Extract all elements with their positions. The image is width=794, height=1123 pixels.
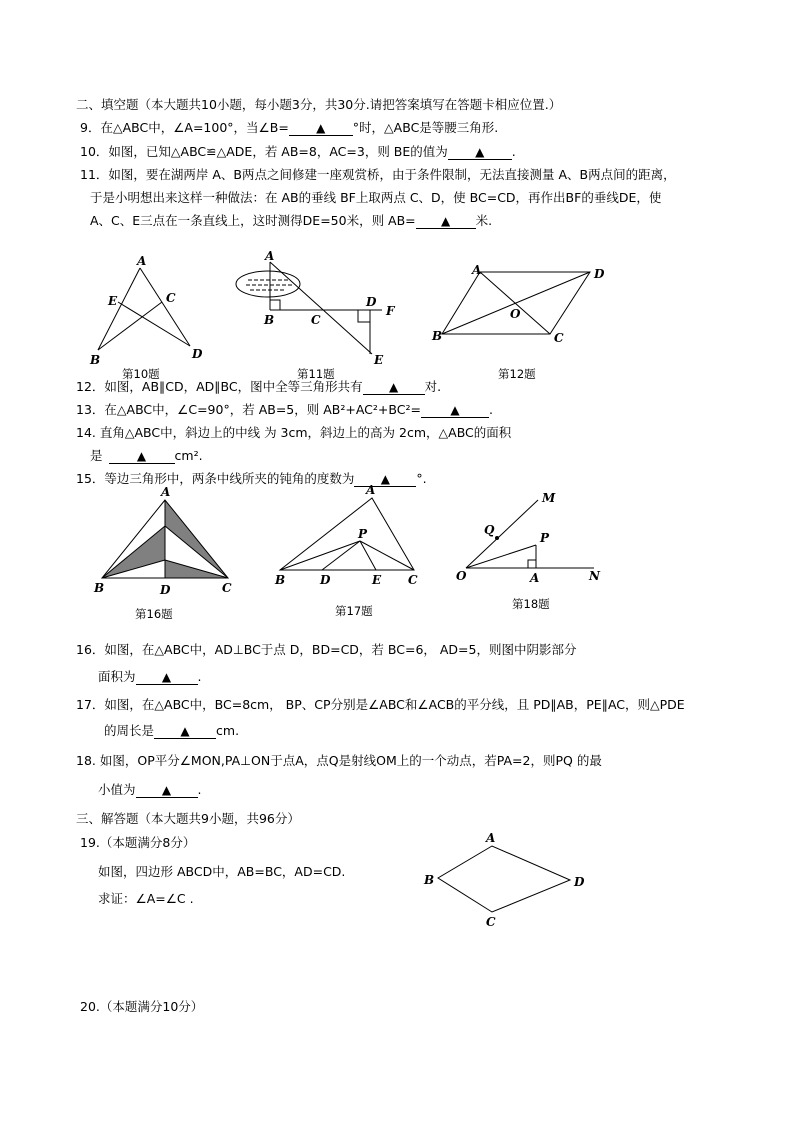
q17-label-d: D bbox=[320, 573, 331, 587]
caption-q16: 第16题 bbox=[135, 607, 173, 621]
q14-answer-blank[interactable]: ▲ bbox=[109, 449, 175, 464]
q12-label-d: D bbox=[594, 267, 605, 281]
q10-label-e: E bbox=[108, 294, 118, 308]
q9-post: °时，△ABC是等腰三角形. bbox=[352, 120, 499, 135]
q19-label-a: A bbox=[486, 831, 496, 845]
q17-label-a: A bbox=[366, 483, 376, 497]
caption-q18: 第18题 bbox=[512, 597, 550, 611]
q19-label-c: C bbox=[486, 915, 496, 929]
q12-post: 对. bbox=[424, 379, 442, 394]
q16-line2-pre: 面积为 bbox=[98, 669, 136, 684]
q17-line1: 17．如图，在△ABC中，BC=8cm， BP、CP分别是∠ABC和∠ACB的平分线，且 PD∥AB，PE∥AC，则△PDE bbox=[76, 697, 685, 712]
q11-line1: 11．如图，要在湖两岸 A、B两点之间修建一座观赏桥，由于条件限制，无法直接测量 A、B两点间的距离， bbox=[80, 167, 676, 182]
q10-answer-blank[interactable]: ▲ bbox=[448, 145, 512, 160]
q15-post: °. bbox=[416, 471, 427, 486]
q19-heading: 19.（本题满分8分） bbox=[80, 835, 196, 850]
q12-label-o: O bbox=[510, 307, 521, 321]
q19-label-b: B bbox=[424, 873, 435, 887]
q10-post: . bbox=[511, 144, 516, 159]
q9-pre: 9．在△ABC中，∠A=100°，当∠B= bbox=[80, 120, 289, 135]
q16-line2-post: . bbox=[197, 669, 202, 684]
fill-section-heading: 二、填空题（本大题共10小题，每小题3分，共30分.请把答案填写在答题卡相应位置.） bbox=[76, 97, 562, 112]
q11-label-b: B bbox=[264, 313, 275, 327]
q11-line2: 于是小明想出来这样一种做法：在 AB的垂线 BF上取两点 C、D，使 BC=CD，再作出BF的垂线DE，使 bbox=[90, 190, 662, 205]
q11-answer-blank[interactable]: ▲ bbox=[416, 214, 476, 229]
q14-line2-post: cm². bbox=[174, 448, 203, 463]
q11-label-d: D bbox=[366, 295, 377, 309]
q10-label-b: B bbox=[90, 353, 101, 367]
q18-label-a: A bbox=[530, 571, 540, 585]
solve-section-heading: 三、解答题（本大题共9小题，共96分） bbox=[76, 811, 300, 826]
q19-line2: 求证：∠A=∠C . bbox=[98, 891, 194, 906]
q17-label-b: B bbox=[275, 573, 286, 587]
q10-pre: 10．如图，已知△ABC≌△ADE，若 AB=8，AC=3，则 BE的值为 bbox=[80, 144, 448, 159]
q16-label-b: B bbox=[94, 581, 105, 595]
q14-line2-pre: 是 bbox=[90, 448, 103, 463]
q18-label-p: P bbox=[540, 531, 550, 545]
q10-label-a: A bbox=[137, 254, 147, 268]
q17-answer-blank[interactable]: ▲ bbox=[154, 724, 216, 739]
q17-label-p: P bbox=[358, 527, 368, 541]
q14-line1: 14. 直角△ABC中，斜边上的中线 为 3cm，斜边上的高为 2cm，△ABC的面积 bbox=[76, 425, 512, 440]
q16-label-d: D bbox=[160, 583, 171, 597]
q12-label-b: B bbox=[432, 329, 443, 343]
q12-pre: 12．如图，AB∥CD，AD∥BC，图中全等三角形共有 bbox=[76, 379, 363, 394]
q17-label-e: E bbox=[372, 573, 382, 587]
q16-label-a: A bbox=[161, 485, 171, 499]
caption-q12: 第12题 bbox=[498, 367, 536, 381]
q11-label-a: A bbox=[265, 249, 275, 263]
q11-label-e: E bbox=[374, 353, 384, 367]
q18-line1: 18. 如图，OP平分∠MON,PA⊥ON于点A，点Q是射线OM上的一个动点，若PA=2，则PQ 的最 bbox=[76, 753, 602, 768]
q11-line3-pre: A、C、E三点在一条直线上，这时测得DE=50米，则 AB= bbox=[90, 213, 416, 228]
q16-line1: 16．如图，在△ABC中，AD⊥BC于点 D，BD=CD，若 BC=6， AD=5，则图中阴影部分 bbox=[76, 642, 577, 657]
q19-label-d: D bbox=[574, 875, 585, 889]
q11-label-c: C bbox=[311, 313, 321, 327]
q17-line2-pre: 的周长是 bbox=[104, 723, 155, 738]
q18-label-n: N bbox=[589, 569, 600, 583]
caption-q10: 第10题 bbox=[122, 367, 160, 381]
q12-label-c: C bbox=[554, 331, 564, 345]
q16-label-c: C bbox=[222, 581, 232, 595]
q18-answer-blank[interactable]: ▲ bbox=[136, 783, 198, 798]
q11-line3-post: 米. bbox=[475, 213, 493, 228]
q15-pre: 15．等边三角形中，两条中线所夹的钝角的度数为 bbox=[76, 471, 355, 486]
caption-q11: 第11题 bbox=[297, 367, 335, 381]
q18-line2-post: . bbox=[197, 782, 202, 797]
q13-post: . bbox=[488, 402, 493, 417]
q19-line1: 如图，四边形 ABCD中，AB=BC，AD=CD. bbox=[98, 864, 346, 879]
q17-label-c: C bbox=[408, 573, 418, 587]
q18-line2-pre: 小值为 bbox=[98, 782, 136, 797]
q12-answer-blank[interactable]: ▲ bbox=[363, 380, 425, 395]
q12-label-a: A bbox=[472, 263, 482, 277]
q11-label-f: F bbox=[386, 304, 395, 318]
q17-line2-post: cm. bbox=[216, 723, 240, 738]
q18-label-q: Q bbox=[484, 523, 495, 537]
q18-label-m: M bbox=[542, 491, 556, 505]
q10-label-c: C bbox=[166, 291, 176, 305]
q20-heading: 20.（本题满分10分） bbox=[80, 999, 204, 1014]
q10-label-d: D bbox=[192, 347, 203, 361]
caption-q17: 第17题 bbox=[335, 604, 373, 618]
q13-pre: 13．在△ABC中，∠C=90°，若 AB=5，则 AB²+AC²+BC²= bbox=[76, 402, 421, 417]
q16-answer-blank[interactable]: ▲ bbox=[136, 670, 198, 685]
q13-answer-blank[interactable]: ▲ bbox=[421, 403, 489, 418]
q9-answer-blank[interactable]: ▲ bbox=[289, 121, 353, 136]
q15-answer-blank[interactable]: ▲ bbox=[354, 472, 416, 487]
q18-label-o: O bbox=[456, 569, 467, 583]
